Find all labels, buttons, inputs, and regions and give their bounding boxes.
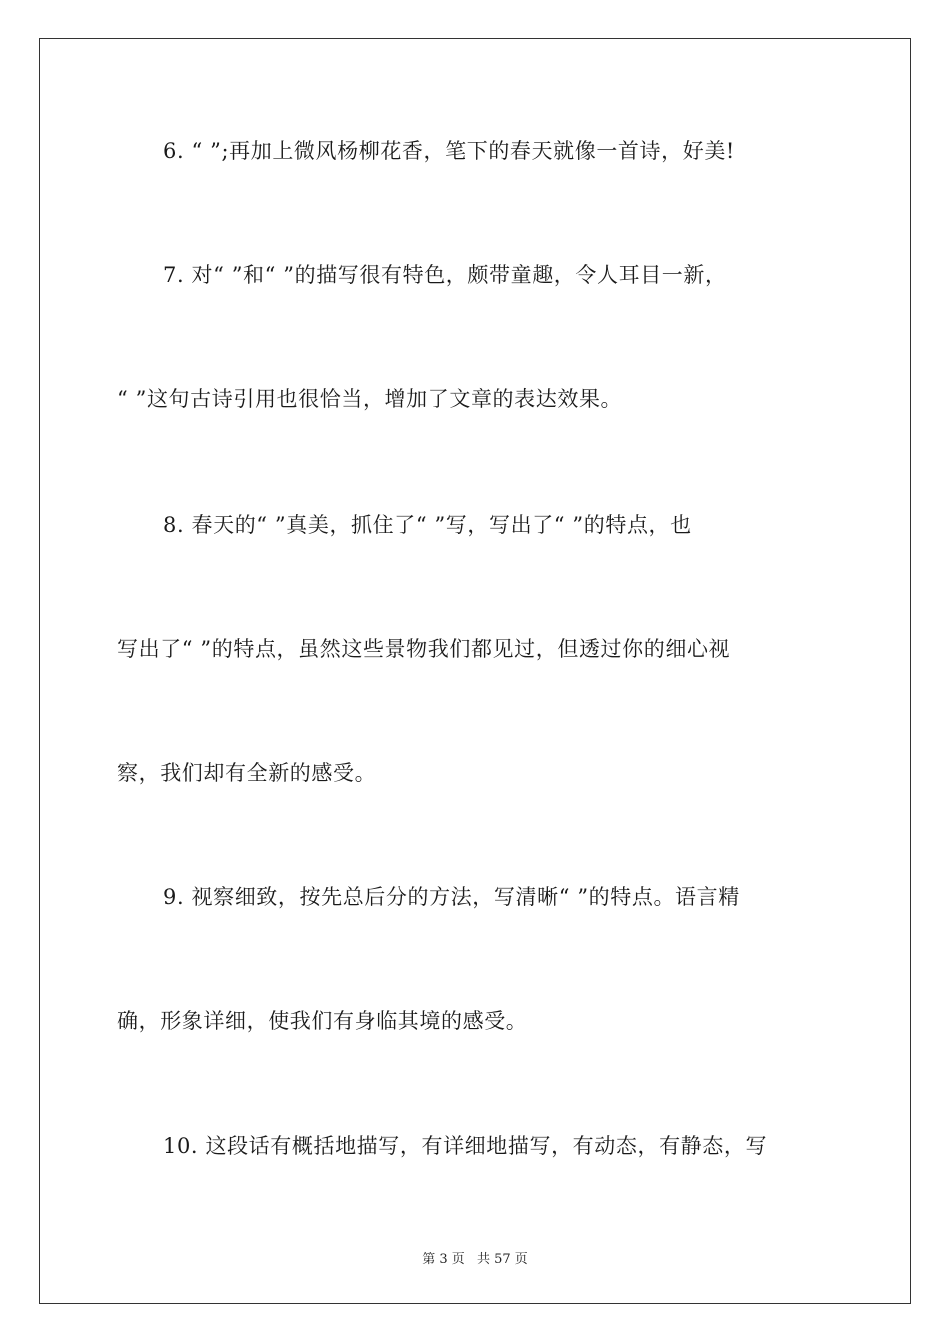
total-pages: 共 57 页 [476,1252,528,1267]
paragraph-8-line-2: 写出了“ ”的特点，虽然这些景物我们都见过，但透过你的细心视 [117,637,731,661]
paragraph-8-line-3: 察，我们却有全新的感受。 [117,761,377,785]
paragraph-8-line-1: 8. 春天的“ ”真美，抓住了“ ”写，写出了“ ”的特点，也 [163,513,692,537]
paragraph-10-line-1: 10. 这段话有概括地描写，有详细地描写，有动态，有静态，写 [163,1134,768,1158]
paragraph-9-line-2: 确，形象详细，使我们有身临其境的感受。 [117,1009,528,1033]
paragraph-9-line-1: 9. 视察细致，按先总后分的方法，写清晰“ ”的特点。语言精 [163,885,740,909]
paragraph-7-line-2: “ ”这句古诗引用也很恰当，增加了文章的表达效果。 [117,387,623,411]
page-number: 第 3 页 [422,1252,465,1267]
page-border [39,38,911,1304]
page-footer [0,1248,950,1267]
paragraph-6-line-1: 6. “ ”;再加上微风杨柳花香，笔下的春天就像一首诗，好美! [163,139,735,163]
paragraph-7-line-1: 7. 对“ ”和“ ”的描写很有特色，颇带童趣，令人耳目一新， [163,263,727,287]
